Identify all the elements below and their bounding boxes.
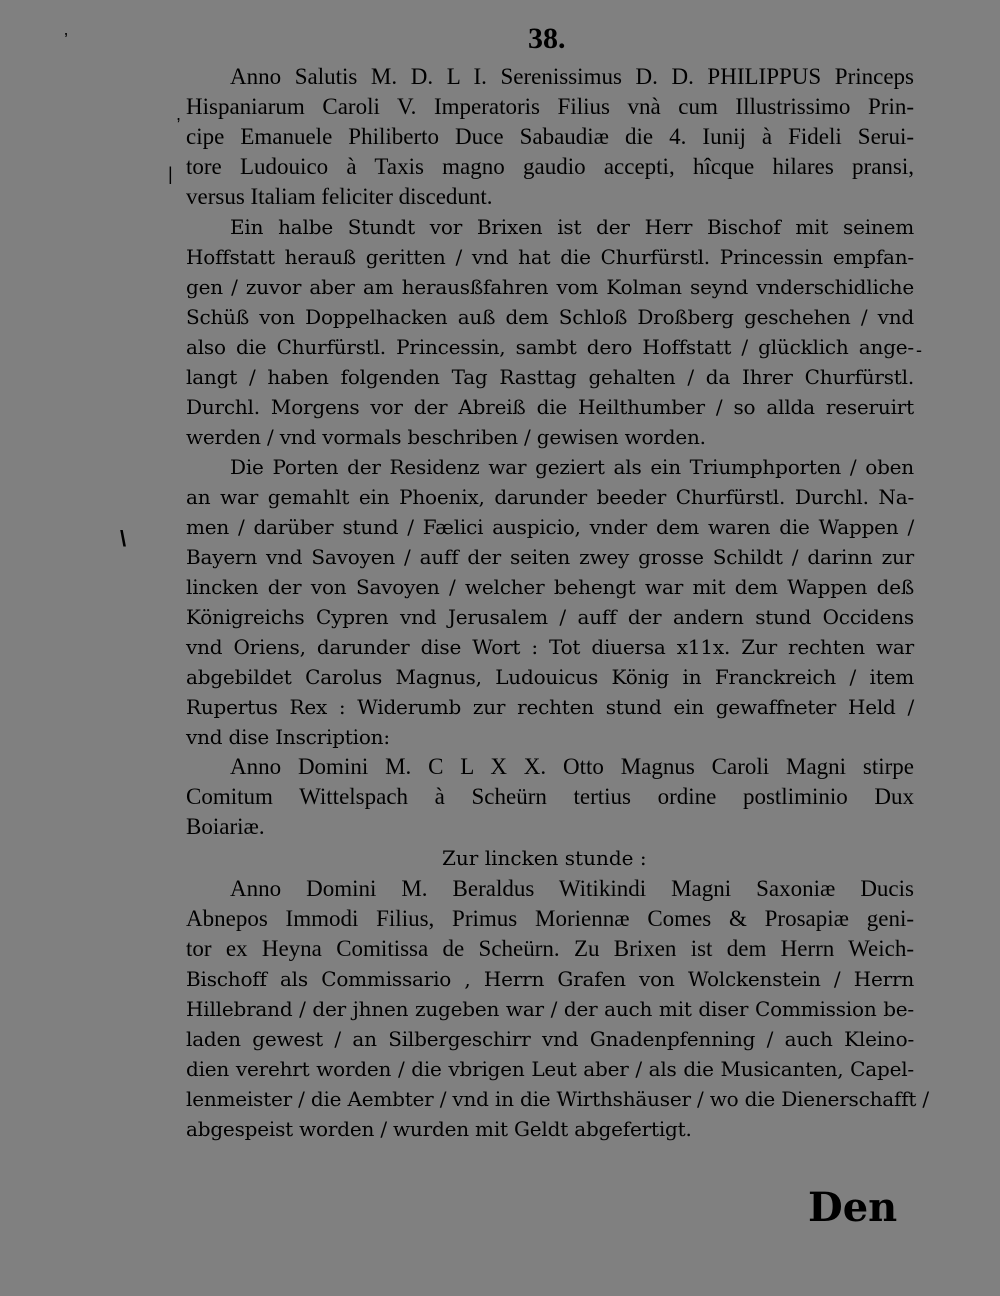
- text-line: Anno Domini M. Beraldus Witikindi Magni Saxoniæ Ducis: [230, 876, 914, 901]
- mixed-paragraph-continued: [186, 964, 929, 1144]
- text-line: lenmeister / die Aembter / vnd in die Wirthshäuser / wo die Dienerschafft /: [186, 1087, 929, 1111]
- text-line: Rupertus Rex : Widerumb zur rechten stund ein gewaffneter Held /: [186, 695, 914, 719]
- german-paragraph: [186, 212, 914, 452]
- text-line: abgespeist worden / wurden mit Geldt abgefertigt.: [186, 1117, 692, 1141]
- text-line: Boiariæ.: [186, 814, 265, 839]
- text-line: tore Ludouico à Taxis magno gaudio accepti, hîcque hilares pransi,: [186, 154, 914, 179]
- text-line: lincken der von Savoyen / welcher behengt war mit dem Wappen deß: [186, 575, 914, 599]
- text-line: dien verehrt worden / die vbrigen Leut aber / als die Musicanten, Capel-: [186, 1057, 914, 1081]
- mixed-paragraph: [186, 874, 914, 964]
- margin-mark: ’: [64, 30, 68, 50]
- catchword: Den: [808, 1184, 898, 1231]
- margin-mark: |: [168, 164, 173, 184]
- text-line: Bischoff als Commissario , Herrn Grafen von Wolckenstein / Herrn: [186, 967, 914, 991]
- text-line: versus Italiam feliciter discedunt.: [186, 184, 493, 209]
- page-body: [186, 62, 929, 1144]
- text-line: langt / haben folgenden Tag Rasttag gehalten / da Ihrer Churfürstl.: [186, 365, 914, 389]
- text-line: an war gemahlt ein Phoenix, darunder beeder Churfürstl. Durchl. Na-: [186, 485, 914, 509]
- text-line: abgebildet Carolus Magnus, Ludouicus König in Franckreich / item: [186, 665, 914, 689]
- text-line: Hispaniarum Caroli V. Imperatoris Filius vnà cum Illustrissimo Prin-: [186, 94, 914, 119]
- latin-paragraph: [186, 62, 914, 212]
- text-line: Comitum Wittelspach à Scheürn tertius ordine postliminio Dux: [186, 784, 914, 809]
- text-line: Abnepos Immodi Filius, Primus Moriennæ Comes & Prosapiæ geni-: [186, 906, 914, 931]
- margin-mark: \: [120, 526, 127, 551]
- page-number: 38.: [528, 22, 566, 55]
- text-line: Hillebrand / der jhnen zugeben war / der auch mit diser Commission be-: [186, 997, 914, 1021]
- margin-mark: -: [916, 340, 922, 360]
- text-line: laden gewest / an Silbergeschirr vnd Gnadenpfenning / auch Kleino-: [186, 1027, 914, 1051]
- latin-inscription: [186, 752, 914, 842]
- text-line: Die Porten der Residenz war geziert als ein Triumphporten / oben: [230, 455, 914, 479]
- text-line: Anno Domini M. C L X X. Otto Magnus Caroli Magni stirpe: [230, 754, 914, 779]
- text-line: Schüß von Doppelhacken auß dem Schloß Droßberg geschehen / vnd: [186, 305, 914, 329]
- section-heading: Zur lincken stunde :: [442, 846, 647, 870]
- text-line: tor ex Heyna Comitissa de Scheürn. Zu Brixen ist dem Herrn Weich-: [186, 936, 914, 961]
- text-line: werden / vnd vormals beschriben / gewisen worden.: [186, 425, 706, 449]
- text-line: Königreichs Cypren vnd Jerusalem / auff der andern stund Occidens: [186, 605, 914, 629]
- text-line: Hoffstatt herauß geritten / vnd hat die Churfürstl. Princessin empfan-: [186, 245, 914, 269]
- text-line: vnd dise Inscription:: [186, 725, 390, 749]
- text-line: Anno Salutis M. D. L I. Serenissimus D. D. PHILIPPUS Princeps: [230, 64, 914, 89]
- text-line: men / darüber stund / Fælici auspicio, vnder dem waren die Wappen /: [186, 515, 914, 539]
- text-line: Bayern vnd Savoyen / auff der seiten zwey grosse Schildt / darinn zur: [186, 545, 914, 569]
- margin-mark: ,: [176, 104, 182, 124]
- text-line: Ein halbe Stundt vor Brixen ist der Herr Bischof mit seinem: [230, 215, 914, 239]
- text-line: cipe Emanuele Philiberto Duce Sabaudiæ die 4. Iunij à Fideli Serui-: [186, 124, 914, 149]
- text-line: also die Churfürstl. Princessin, sambt dero Hoffstatt / glücklich ange-: [186, 335, 914, 359]
- text-line: vnd Oriens, darunder dise Wort : Tot diuersa x11x. Zur rechten war: [186, 635, 914, 659]
- text-line: Durchl. Morgens vor der Abreiß die Heilthumber / so allda reseruirt: [186, 395, 914, 419]
- text-line: gen / zuvor aber am herausßfahren vom Kolman seynd vnderschidliche: [186, 275, 914, 299]
- german-paragraph: [186, 452, 914, 752]
